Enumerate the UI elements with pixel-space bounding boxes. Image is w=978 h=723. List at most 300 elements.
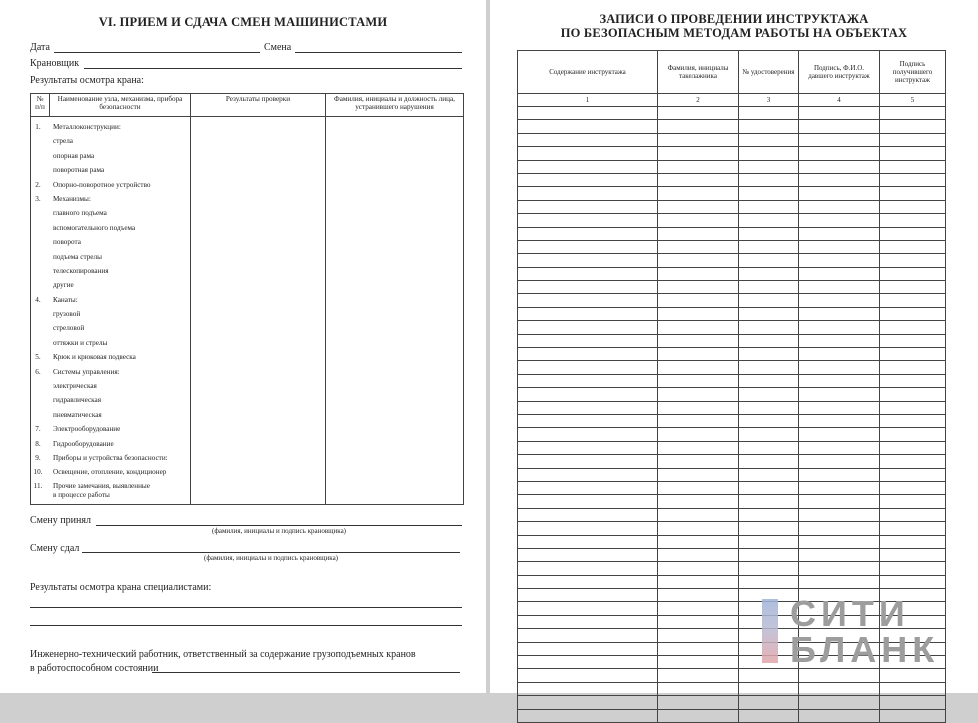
table-row — [518, 468, 946, 481]
table-cell[interactable] — [518, 294, 658, 307]
table-cell[interactable] — [739, 294, 799, 307]
table-cell[interactable] — [880, 254, 946, 267]
table-cell[interactable] — [658, 615, 739, 628]
table-cell[interactable] — [518, 642, 658, 655]
table-cell[interactable] — [518, 495, 658, 508]
table-cell[interactable] — [658, 562, 739, 575]
items-cell — [31, 117, 191, 505]
table-cell[interactable] — [799, 254, 880, 267]
table-cell[interactable] — [880, 200, 946, 213]
table-cell[interactable] — [880, 133, 946, 146]
table-cell[interactable] — [880, 522, 946, 535]
table-cell[interactable] — [739, 307, 799, 320]
table-cell[interactable] — [739, 535, 799, 548]
table-cell[interactable] — [739, 401, 799, 414]
table-row — [518, 200, 946, 213]
col-number: 1 — [518, 94, 658, 107]
table-cell[interactable] — [799, 709, 880, 722]
table-cell[interactable] — [880, 187, 946, 200]
col-header-responsible: Фамилия, инициалы и должность лица, устранившего нарушения — [326, 94, 464, 117]
table-cell[interactable] — [518, 160, 658, 173]
table-cell[interactable] — [880, 240, 946, 253]
table-cell[interactable] — [880, 562, 946, 575]
table-cell[interactable] — [658, 696, 739, 709]
table-cell[interactable] — [658, 321, 739, 334]
table-cell[interactable] — [518, 227, 658, 240]
table-cell[interactable] — [658, 388, 739, 401]
item-number: 9. — [35, 453, 41, 462]
table-cell[interactable] — [739, 147, 799, 160]
inspection-item — [31, 422, 190, 436]
operator-field[interactable] — [84, 68, 462, 69]
table-cell[interactable] — [518, 589, 658, 602]
specialists-line-1[interactable] — [30, 607, 462, 608]
table-cell[interactable] — [880, 214, 946, 227]
table-cell[interactable] — [799, 361, 880, 374]
table-cell[interactable] — [799, 481, 880, 494]
table-cell[interactable] — [739, 562, 799, 575]
table-cell[interactable] — [658, 709, 739, 722]
inspection-item — [31, 408, 190, 422]
table-cell[interactable] — [658, 267, 739, 280]
table-cell[interactable] — [739, 414, 799, 427]
table-cell[interactable] — [518, 401, 658, 414]
table-cell[interactable] — [799, 495, 880, 508]
table-cell[interactable] — [739, 200, 799, 213]
table-cell[interactable] — [799, 334, 880, 347]
table-cell[interactable] — [658, 441, 739, 454]
table-cell[interactable] — [739, 709, 799, 722]
table-cell[interactable] — [739, 133, 799, 146]
table-cell[interactable] — [739, 669, 799, 682]
table-cell[interactable] — [739, 348, 799, 361]
table-cell[interactable] — [799, 200, 880, 213]
table-cell[interactable] — [739, 441, 799, 454]
item-label: в процессе работы — [53, 490, 110, 499]
table-cell[interactable] — [739, 120, 799, 133]
table-cell[interactable] — [799, 307, 880, 320]
table-cell[interactable] — [518, 107, 658, 120]
specialists-line-2[interactable] — [30, 625, 462, 626]
inspection-item — [31, 149, 190, 163]
table-cell[interactable] — [880, 160, 946, 173]
table-cell[interactable] — [880, 173, 946, 186]
table-cell[interactable] — [658, 455, 739, 468]
table-cell[interactable] — [880, 348, 946, 361]
table-cell[interactable] — [799, 414, 880, 427]
item-label: гидравлическая — [53, 396, 102, 405]
table-cell[interactable] — [518, 267, 658, 280]
table-cell[interactable] — [739, 227, 799, 240]
table-cell[interactable] — [658, 428, 739, 441]
logo-text-1: СИТИ — [790, 593, 910, 634]
col-header-instructor: Подпись, Ф.И.О. давшего инструктаж — [799, 51, 880, 94]
table-cell[interactable] — [739, 575, 799, 588]
table-cell[interactable] — [518, 388, 658, 401]
inspection-item — [31, 206, 190, 220]
table-cell[interactable] — [658, 629, 739, 642]
table-cell[interactable] — [799, 173, 880, 186]
table-cell[interactable] — [518, 414, 658, 427]
table-cell[interactable] — [880, 696, 946, 709]
table-cell[interactable] — [880, 107, 946, 120]
table-cell[interactable] — [518, 455, 658, 468]
table-cell[interactable] — [518, 522, 658, 535]
item-label: Канаты: — [53, 295, 78, 304]
inspection-item — [31, 393, 190, 407]
table-cell[interactable] — [739, 321, 799, 334]
table-cell[interactable] — [518, 669, 658, 682]
table-cell[interactable] — [518, 602, 658, 615]
table-cell[interactable] — [658, 602, 739, 615]
right-title-line-1: ЗАПИСИ О ПРОВЕДЕНИИ ИНСТРУКТАЖА — [599, 12, 869, 26]
inspection-item — [31, 192, 190, 206]
table-cell[interactable] — [518, 562, 658, 575]
responsible-cell[interactable] — [326, 117, 464, 505]
table-cell[interactable] — [799, 240, 880, 253]
table-cell[interactable] — [658, 522, 739, 535]
item-label: Прочие замечания, выявленные — [53, 481, 150, 490]
inspection-item — [31, 221, 190, 235]
table-cell[interactable] — [658, 495, 739, 508]
table-cell[interactable] — [658, 160, 739, 173]
col-number: 4 — [799, 94, 880, 107]
table-cell[interactable] — [518, 348, 658, 361]
table-cell[interactable] — [880, 147, 946, 160]
item-number: 8. — [35, 439, 41, 448]
item-number: 2. — [35, 180, 41, 189]
table-cell[interactable] — [739, 682, 799, 695]
table-cell[interactable] — [518, 240, 658, 253]
table-cell[interactable] — [799, 508, 880, 521]
table-cell[interactable] — [658, 120, 739, 133]
item-label: главного подъема — [53, 209, 107, 218]
shift-handed-field[interactable] — [82, 552, 460, 553]
table-cell[interactable] — [739, 281, 799, 294]
table-cell[interactable] — [518, 307, 658, 320]
table-cell[interactable] — [880, 535, 946, 548]
table-cell[interactable] — [739, 522, 799, 535]
table-cell[interactable] — [739, 468, 799, 481]
table-cell[interactable] — [880, 682, 946, 695]
table-cell[interactable] — [658, 214, 739, 227]
table-row — [518, 281, 946, 294]
table-cell[interactable] — [658, 656, 739, 669]
col-number: 5 — [880, 94, 946, 107]
table-cell[interactable] — [518, 281, 658, 294]
item-label: Опорно-поворотное устройство — [53, 180, 151, 189]
table-row — [518, 508, 946, 521]
table-cell[interactable] — [799, 267, 880, 280]
table-cell[interactable] — [799, 133, 880, 146]
table-cell[interactable] — [880, 468, 946, 481]
table-cell[interactable] — [880, 548, 946, 561]
table-cell[interactable] — [880, 669, 946, 682]
table-row — [518, 428, 946, 441]
table-row — [518, 455, 946, 468]
table-cell[interactable] — [658, 147, 739, 160]
table-cell[interactable] — [880, 441, 946, 454]
table-cell[interactable] — [518, 615, 658, 628]
table-cell[interactable] — [799, 120, 880, 133]
table-cell[interactable] — [658, 468, 739, 481]
inspection-item — [31, 235, 190, 249]
table-cell[interactable] — [739, 214, 799, 227]
table-cell[interactable] — [658, 334, 739, 347]
table-cell[interactable] — [518, 254, 658, 267]
table-cell[interactable] — [658, 548, 739, 561]
table-cell[interactable] — [518, 361, 658, 374]
engineer-label-2: в работоспособном состоянии — [30, 663, 159, 674]
table-cell[interactable] — [799, 548, 880, 561]
table-row — [518, 374, 946, 387]
table-cell[interactable] — [658, 294, 739, 307]
col-header-content: Содержание инструктажа — [518, 51, 658, 94]
table-cell[interactable] — [658, 508, 739, 521]
table-cell[interactable] — [518, 575, 658, 588]
table-cell[interactable] — [518, 656, 658, 669]
item-number: 7. — [35, 425, 41, 434]
table-cell[interactable] — [658, 254, 739, 267]
col-header-name: Фамилия, инициалы такелажника — [658, 51, 739, 94]
table-cell[interactable] — [799, 321, 880, 334]
table-cell[interactable] — [880, 361, 946, 374]
shift-accepted-field[interactable] — [96, 525, 462, 526]
table-cell[interactable] — [739, 388, 799, 401]
table-cell[interactable] — [799, 669, 880, 682]
table-row — [518, 187, 946, 200]
table-cell[interactable] — [739, 481, 799, 494]
table-cell[interactable] — [658, 361, 739, 374]
shift-field[interactable] — [295, 52, 462, 53]
left-page-title: VI. ПРИЕМ И СДАЧА СМЕН МАШИНИСТАМИ — [98, 15, 388, 29]
table-cell[interactable] — [739, 254, 799, 267]
table-cell[interactable] — [658, 133, 739, 146]
table-row — [518, 294, 946, 307]
table-row — [518, 441, 946, 454]
table-cell[interactable] — [518, 321, 658, 334]
table-cell[interactable] — [518, 682, 658, 695]
table-row — [518, 522, 946, 535]
table-cell[interactable] — [739, 240, 799, 253]
table-cell[interactable] — [880, 321, 946, 334]
table-cell[interactable] — [880, 334, 946, 347]
check-results-cell[interactable] — [191, 117, 326, 505]
table-cell[interactable] — [739, 508, 799, 521]
inspection-item — [31, 451, 190, 465]
table-cell[interactable] — [799, 388, 880, 401]
table-cell[interactable] — [518, 481, 658, 494]
table-cell[interactable] — [518, 535, 658, 548]
table-cell[interactable] — [880, 120, 946, 133]
table-cell[interactable] — [739, 455, 799, 468]
table-cell[interactable] — [658, 187, 739, 200]
table-cell[interactable] — [518, 147, 658, 160]
table-cell[interactable] — [658, 589, 739, 602]
shift-handed-label: Смену сдал — [30, 543, 80, 554]
table-cell[interactable] — [518, 629, 658, 642]
table-cell[interactable] — [658, 481, 739, 494]
table-cell[interactable] — [739, 160, 799, 173]
table-cell[interactable] — [658, 281, 739, 294]
table-cell[interactable] — [880, 227, 946, 240]
table-cell[interactable] — [880, 374, 946, 387]
item-label: Крюк и крюковая подвеска — [53, 353, 136, 362]
table-cell[interactable] — [518, 508, 658, 521]
table-cell[interactable] — [658, 307, 739, 320]
table-cell[interactable] — [799, 696, 880, 709]
table-cell[interactable] — [880, 307, 946, 320]
table-cell[interactable] — [739, 173, 799, 186]
table-cell[interactable] — [799, 575, 880, 588]
table-cell[interactable] — [880, 401, 946, 414]
table-cell[interactable] — [739, 267, 799, 280]
table-cell[interactable] — [739, 495, 799, 508]
table-cell[interactable] — [799, 468, 880, 481]
table-cell[interactable] — [658, 575, 739, 588]
table-cell[interactable] — [799, 281, 880, 294]
inspection-table — [30, 93, 464, 505]
table-cell[interactable] — [518, 173, 658, 186]
table-cell[interactable] — [739, 548, 799, 561]
table-cell[interactable] — [799, 401, 880, 414]
table-cell[interactable] — [739, 428, 799, 441]
table-cell[interactable] — [518, 214, 658, 227]
table-cell[interactable] — [658, 535, 739, 548]
table-cell[interactable] — [880, 388, 946, 401]
table-cell[interactable] — [799, 214, 880, 227]
table-cell[interactable] — [658, 682, 739, 695]
table-cell[interactable] — [880, 508, 946, 521]
table-cell[interactable] — [799, 522, 880, 535]
table-cell[interactable] — [518, 120, 658, 133]
item-label: Металлоконструкции: — [53, 123, 121, 131]
table-cell[interactable] — [518, 696, 658, 709]
table-cell[interactable] — [880, 414, 946, 427]
table-cell[interactable] — [799, 107, 880, 120]
table-cell[interactable] — [658, 227, 739, 240]
table-cell[interactable] — [518, 548, 658, 561]
table-row — [518, 495, 946, 508]
table-cell[interactable] — [518, 374, 658, 387]
table-cell[interactable] — [739, 361, 799, 374]
table-row — [518, 535, 946, 548]
table-cell[interactable] — [799, 441, 880, 454]
table-cell[interactable] — [880, 455, 946, 468]
col-number: 3 — [739, 94, 799, 107]
item-number: 5. — [35, 353, 41, 362]
table-cell[interactable] — [799, 348, 880, 361]
inspection-item — [31, 278, 190, 292]
table-cell[interactable] — [658, 200, 739, 213]
date-field[interactable] — [54, 52, 260, 53]
table-row — [518, 214, 946, 227]
table-cell[interactable] — [658, 414, 739, 427]
table-cell[interactable] — [799, 455, 880, 468]
inspection-item — [31, 307, 190, 321]
table-cell[interactable] — [799, 294, 880, 307]
table-cell[interactable] — [518, 187, 658, 200]
item-label: пневматическая — [53, 410, 102, 419]
table-cell[interactable] — [658, 374, 739, 387]
table-cell[interactable] — [658, 240, 739, 253]
inspection-item — [31, 350, 190, 364]
table-row — [518, 254, 946, 267]
table-cell[interactable] — [739, 107, 799, 120]
table-cell[interactable] — [799, 227, 880, 240]
table-cell[interactable] — [799, 374, 880, 387]
item-number: 3. — [35, 194, 41, 203]
table-cell[interactable] — [658, 401, 739, 414]
table-cell[interactable] — [799, 147, 880, 160]
table-cell[interactable] — [739, 334, 799, 347]
table-cell[interactable] — [518, 468, 658, 481]
table-cell[interactable] — [880, 481, 946, 494]
table-cell[interactable] — [799, 535, 880, 548]
table-cell[interactable] — [518, 334, 658, 347]
table-row — [518, 548, 946, 561]
table-cell[interactable] — [658, 348, 739, 361]
engineer-signature-field[interactable] — [152, 672, 460, 673]
table-row — [518, 321, 946, 334]
inspection-item — [31, 480, 190, 490]
table-cell[interactable] — [518, 200, 658, 213]
table-cell[interactable] — [518, 441, 658, 454]
table-cell[interactable] — [880, 709, 946, 722]
table-cell[interactable] — [658, 173, 739, 186]
table-cell[interactable] — [658, 642, 739, 655]
inspection-item — [31, 336, 190, 350]
table-cell[interactable] — [799, 428, 880, 441]
item-label: электрическая — [53, 382, 97, 391]
table-row — [518, 147, 946, 160]
table-cell[interactable] — [799, 682, 880, 695]
table-cell[interactable] — [518, 428, 658, 441]
table-cell[interactable] — [880, 575, 946, 588]
table-cell[interactable] — [739, 696, 799, 709]
table-cell[interactable] — [799, 562, 880, 575]
table-cell[interactable] — [880, 428, 946, 441]
table-cell[interactable] — [799, 160, 880, 173]
engineer-label-1: Инженерно-технический работник, ответственный за содержание грузоподъемных кранов — [30, 649, 416, 660]
inspection-item — [31, 379, 190, 393]
table-cell[interactable] — [799, 187, 880, 200]
operator-label: Крановщик — [30, 58, 80, 69]
table-cell[interactable] — [518, 133, 658, 146]
item-number: 1. — [35, 123, 41, 131]
item-label: поворотная рама — [53, 166, 105, 175]
table-cell[interactable] — [880, 267, 946, 280]
table-cell[interactable] — [518, 709, 658, 722]
table-cell[interactable] — [658, 669, 739, 682]
item-label: грузовой — [53, 310, 81, 319]
inspection-item — [31, 365, 190, 379]
table-cell[interactable] — [739, 187, 799, 200]
table-cell[interactable] — [658, 107, 739, 120]
table-cell[interactable] — [880, 294, 946, 307]
table-cell[interactable] — [739, 374, 799, 387]
shift-accepted-caption: (фамилия, инициалы и подпись крановщика) — [211, 527, 347, 535]
item-label: оттяжки и стрелы — [53, 338, 108, 347]
item-label: Механизмы: — [53, 194, 91, 203]
table-cell[interactable] — [880, 281, 946, 294]
right-title-line-2: ПО БЕЗОПАСНЫМ МЕТОДАМ РАБОТЫ НА ОБЪЕКТАХ — [560, 26, 908, 40]
table-cell[interactable] — [880, 495, 946, 508]
item-number: 6. — [35, 367, 41, 376]
table-row — [518, 669, 946, 682]
shift-handed-caption: (фамилия, инициалы и подпись крановщика) — [203, 554, 339, 562]
table-row — [518, 240, 946, 253]
